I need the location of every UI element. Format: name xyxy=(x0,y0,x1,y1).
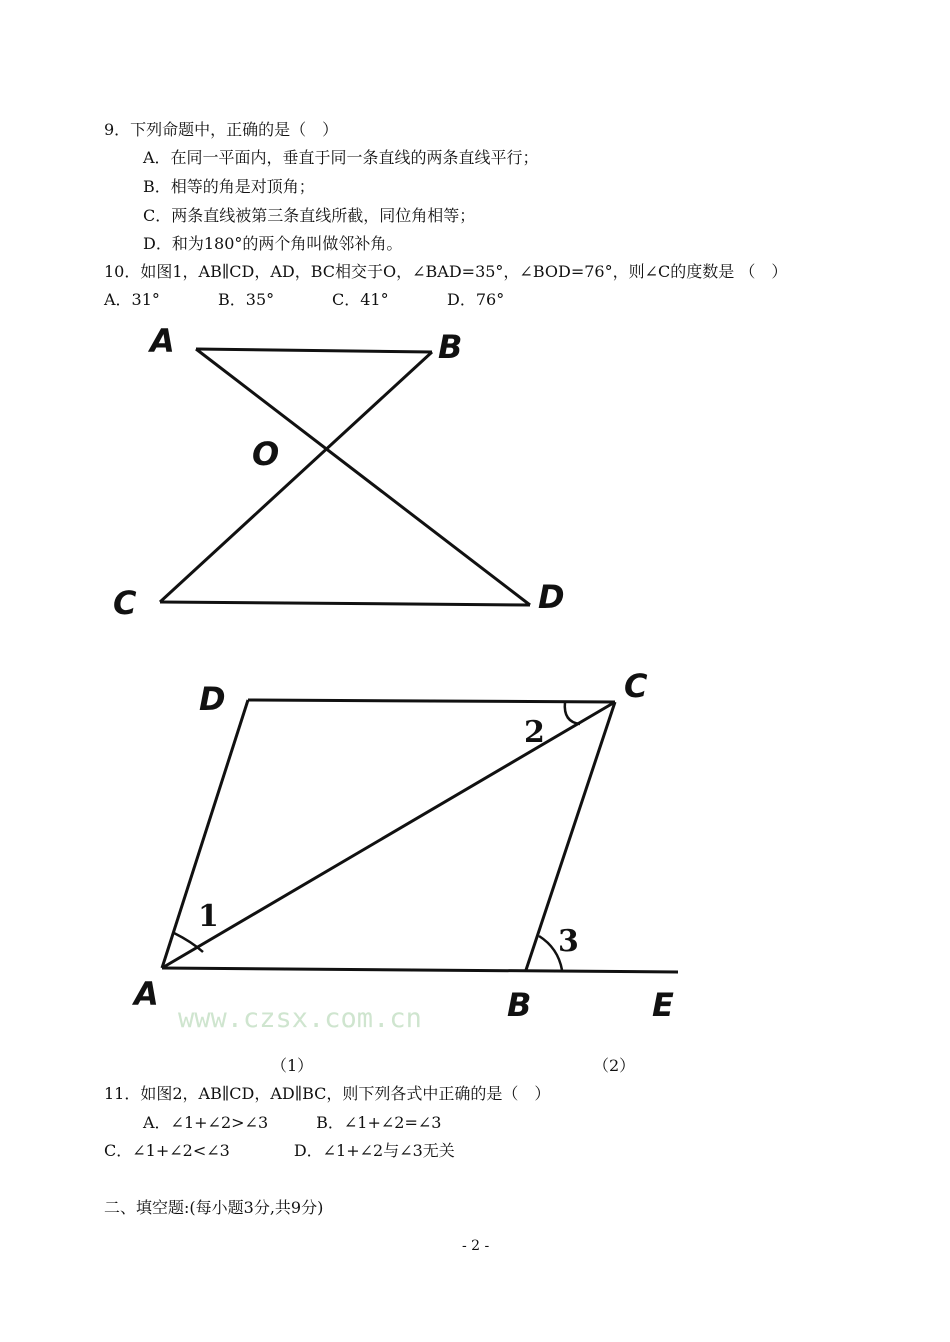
figure2-label-c: C xyxy=(624,667,648,705)
figure2-label-e: E xyxy=(652,986,674,1024)
question-9-option-a: A．在同一平面内，垂直于同一条直线的两条直线平行； xyxy=(143,148,539,167)
question-11-options-cd: C．∠1+∠2<∠3 D．∠1+∠2与∠3无关 xyxy=(104,1141,455,1160)
segment-dc xyxy=(248,700,615,702)
segment-cd xyxy=(160,602,530,605)
angle-2-label: 2 xyxy=(524,715,545,750)
angle-2-arc xyxy=(565,702,580,724)
figure1-label-c: C xyxy=(113,584,137,622)
question-9-option-c: C．两条直线被第三条直线所截，同位角相等； xyxy=(143,206,476,225)
segment-ae xyxy=(162,968,678,972)
figure1-label-a: A xyxy=(150,322,175,360)
question-10-stem: 10．如图1，AB∥CD，AD，BC相交于O，∠BAD=35°，∠BOD=76°，则∠C的度数是 （ ） xyxy=(104,262,788,281)
figure-2-caption: （2） xyxy=(593,1056,636,1075)
figure-1-caption: （1） xyxy=(271,1056,314,1075)
question-9-option-d: D．和为180°的两个角叫做邻补角。 xyxy=(143,234,403,253)
figure1-label-d: D xyxy=(538,578,565,616)
question-11-stem: 11．如图2，AB∥CD，AD∥BC，则下列各式中正确的是（ ） xyxy=(104,1084,551,1103)
question-11-options-ab: A．∠1+∠2>∠3 B．∠1+∠2=∠3 xyxy=(143,1113,442,1132)
figure1-label-b: B xyxy=(438,328,463,366)
segment-ab xyxy=(196,349,432,352)
question-9-stem: 9．下列命题中，正确的是（ ） xyxy=(104,120,339,139)
question-10-option-b: B．35° xyxy=(218,290,275,309)
question-9-option-b: B．相等的角是对顶角； xyxy=(143,177,315,196)
figure2-label-b: B xyxy=(507,986,532,1024)
angle-3-label: 3 xyxy=(558,924,579,959)
page-number: - 2 - xyxy=(462,1238,490,1254)
figure-2 xyxy=(131,667,678,1034)
segment-ac xyxy=(162,702,615,968)
watermark: www.czsx.com.cn xyxy=(178,1003,422,1034)
figure2-label-d: D xyxy=(199,680,226,718)
section-2-heading: 二、填空题:(每小题3分,共9分) xyxy=(104,1198,324,1217)
figure1-label-o: O xyxy=(252,435,280,473)
angle-1-label: 1 xyxy=(198,899,219,934)
segment-ad xyxy=(196,349,530,605)
figure-1 xyxy=(113,322,565,622)
question-10-option-d: D．76° xyxy=(447,290,505,309)
question-10-option-a: A．31° xyxy=(104,290,160,309)
segment-bc xyxy=(160,352,432,602)
angle-1-arc xyxy=(174,933,203,952)
question-10-option-c: C．41° xyxy=(332,290,389,309)
figure2-label-a: A xyxy=(134,975,159,1013)
